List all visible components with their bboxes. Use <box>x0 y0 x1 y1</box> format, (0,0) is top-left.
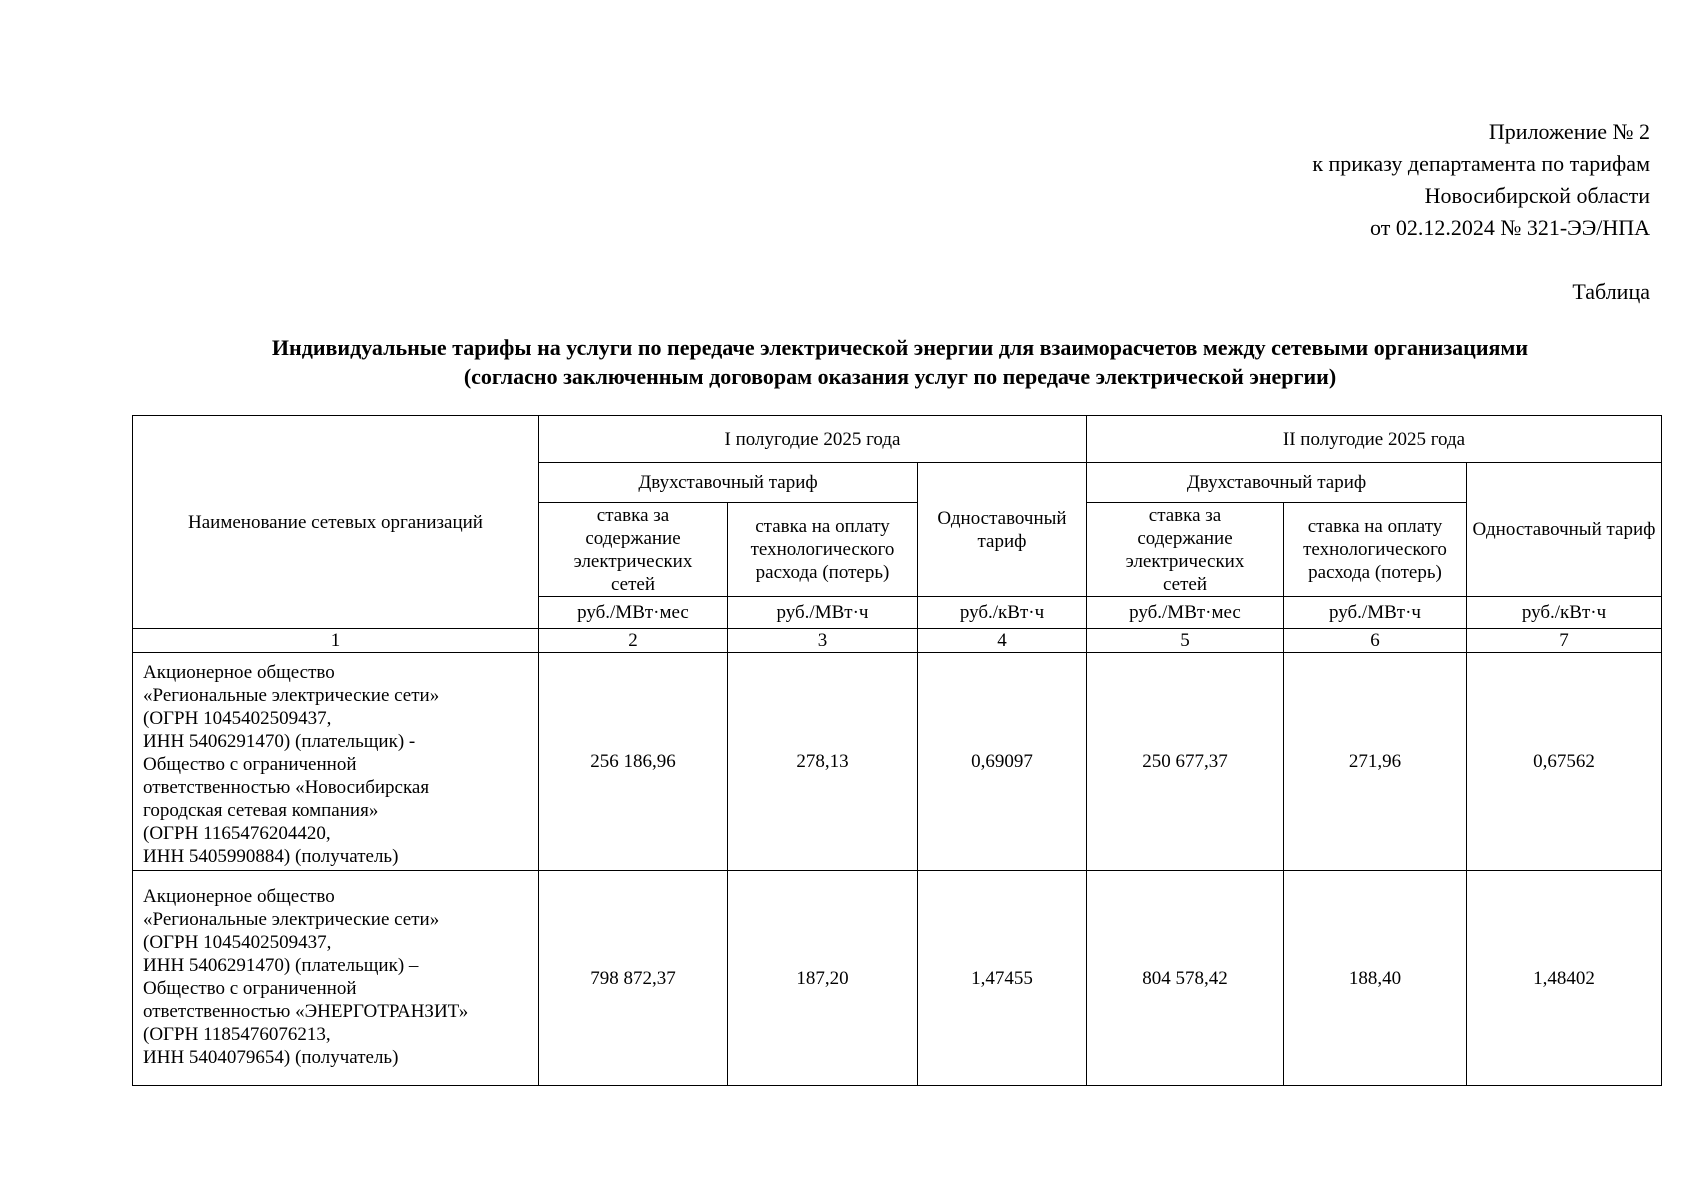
org-name-cell <box>133 653 539 871</box>
value-cell: 804 578,42 <box>1087 871 1284 1086</box>
header-rate-maintenance-1 <box>539 503 728 597</box>
header-two-rate-2: Двухставочный тариф <box>1087 463 1467 503</box>
value-cell: 250 677,37 <box>1087 653 1284 871</box>
table-row <box>133 871 1662 1086</box>
unit-cell: руб./МВт·ч <box>728 597 918 629</box>
column-number: 1 <box>133 629 539 653</box>
unit-cell: руб./МВт·ч <box>1284 597 1467 629</box>
org-line: ИНН 5405990884) (получатель) <box>143 846 399 867</box>
org-line: Акционерное общество <box>143 662 335 683</box>
header-half-2: II полугодие 2025 года <box>1087 416 1662 463</box>
value-cell: 278,13 <box>728 653 918 871</box>
value-cell: 271,96 <box>1284 653 1467 871</box>
value-cell: 0,67562 <box>1467 653 1662 871</box>
column-number: 3 <box>728 629 918 653</box>
org-line: (ОГРН 1045402509437, <box>143 932 332 953</box>
org-name-cell <box>133 871 539 1086</box>
org-line: (ОГРН 1185476076213, <box>143 1024 331 1045</box>
header-rate-losses-1 <box>728 503 918 597</box>
header-row-periods <box>133 416 1662 463</box>
org-line: Общество с ограниченной <box>143 754 357 775</box>
header-one-rate-1: Одноставочный тариф <box>918 463 1087 597</box>
header-rate-maintenance-2 <box>1087 503 1284 597</box>
column-number: 5 <box>1087 629 1284 653</box>
value-cell: 1,48402 <box>1467 871 1662 1086</box>
value-cell: 188,40 <box>1284 871 1467 1086</box>
appendix-line: от 02.12.2024 № 321-ЭЭ/НПА <box>1370 215 1650 240</box>
org-line: ИНН 5404079654) (получатель) <box>143 1047 399 1068</box>
column-number: 7 <box>1467 629 1662 653</box>
org-line: «Региональные электрические сети» <box>143 909 440 930</box>
header-one-rate-2: Одноставочный тариф <box>1467 463 1662 597</box>
org-line: «Региональные электрические сети» <box>143 685 440 706</box>
title-line-1: Индивидуальные тарифы на услуги по передаче электрической энергии для взаиморасчетов между сетевыми организациями <box>271 335 1529 360</box>
appendix-reference <box>1312 116 1650 244</box>
unit-cell: руб./кВт·ч <box>918 597 1087 629</box>
org-line: Общество с ограниченной <box>143 978 357 999</box>
value-cell: 1,47455 <box>918 871 1087 1086</box>
org-line: городская сетевая компания» <box>143 800 379 821</box>
unit-cell: руб./МВт·мес <box>539 597 728 629</box>
org-line: ИНН 5406291470) (плательщик) - <box>143 731 416 752</box>
org-line: (ОГРН 1165476204420, <box>143 823 331 844</box>
document-title <box>100 333 1697 391</box>
header-rate-maintenance-text: ставка за содержание электрических сетей <box>573 504 693 595</box>
column-number: 6 <box>1284 629 1467 653</box>
org-line: ИНН 5406291470) (плательщик) – <box>143 955 419 976</box>
value-cell: 798 872,37 <box>539 871 728 1086</box>
value-cell: 256 186,96 <box>539 653 728 871</box>
header-half-1: I полугодие 2025 года <box>539 416 1087 463</box>
table-label: Таблица <box>1572 279 1650 304</box>
org-line: (ОГРН 1045402509437, <box>143 708 332 729</box>
org-line: ответственностью «ЭНЕРГОТРАНЗИТ» <box>143 1001 469 1022</box>
table-row <box>133 653 1662 871</box>
appendix-line: Новосибирской области <box>1424 183 1650 208</box>
column-number: 2 <box>539 629 728 653</box>
appendix-line: Приложение № 2 <box>1488 119 1650 144</box>
org-line: ответственностью «Новосибирская <box>143 777 430 798</box>
column-number-row <box>133 629 1662 653</box>
header-rate-losses-text: ставка на оплату технологического расхода (потерь) <box>750 516 895 583</box>
title-line-2: (согласно заключенным договорам оказания услуг по передаче электрической энергии) <box>463 364 1337 389</box>
header-two-rate-1: Двухставочный тариф <box>539 463 918 503</box>
unit-cell: руб./МВт·мес <box>1087 597 1284 629</box>
header-rate-losses-2 <box>1284 503 1467 597</box>
column-number: 4 <box>918 629 1087 653</box>
value-cell: 0,69097 <box>918 653 1087 871</box>
header-rate-maintenance-text: ставка за содержание электрических сетей <box>1125 504 1245 595</box>
value-cell: 187,20 <box>728 871 918 1086</box>
appendix-line: к приказу департамента по тарифам <box>1312 151 1650 176</box>
header-org-name: Наименование сетевых организаций <box>133 416 539 629</box>
tariff-table <box>132 415 1662 1086</box>
header-rate-losses-text: ставка на оплату технологического расхода (потерь) <box>1303 516 1447 583</box>
org-line: Акционерное общество <box>143 886 335 907</box>
unit-cell: руб./кВт·ч <box>1467 597 1662 629</box>
